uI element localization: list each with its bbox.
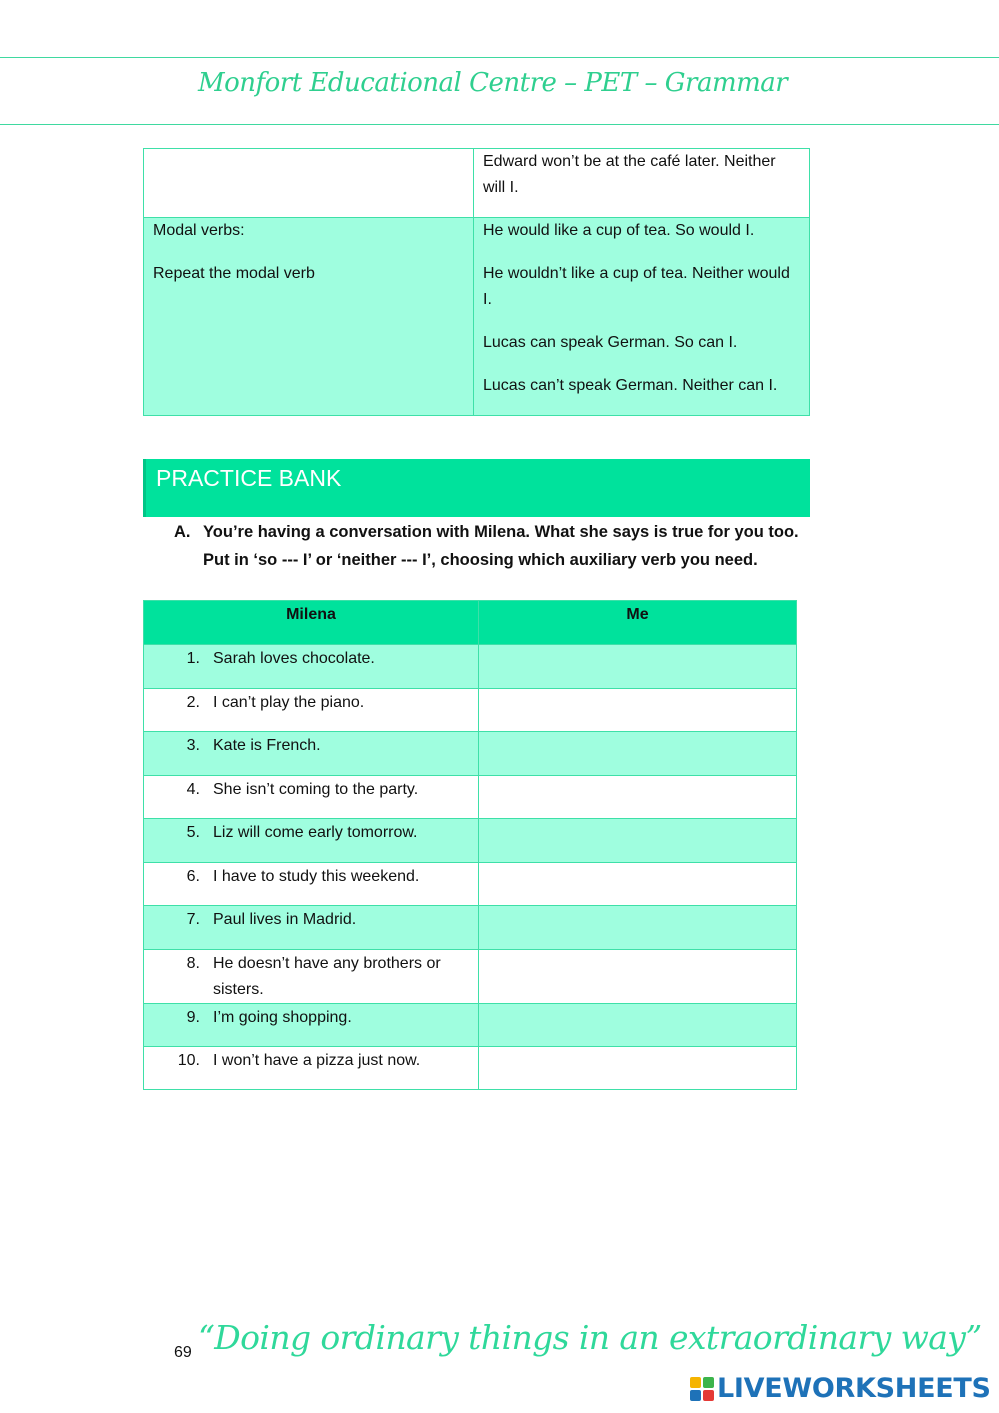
instruction-label: A. [174,523,191,541]
exercise-row [144,776,797,819]
item-number: 6. [186,868,200,885]
rule-description: Repeat the modal verb [153,265,315,282]
example-sentence: Edward won’t be at the café later. Neither will I. [483,153,776,196]
item-number: 4. [186,781,200,798]
exercise-row [144,689,797,732]
item-text: I have to study this weekend. [213,868,420,885]
exercise-row [144,645,797,689]
header-title: Monfort Educational Centre – PET – Grammar [198,68,788,98]
item-text: He doesn’t have any brothers or sisters. [213,955,441,998]
exercise-header-row [144,601,797,645]
header-bottom-rule [0,124,999,125]
column-header-milena: Milena [144,601,479,645]
item-number: 9. [186,1009,200,1026]
example-sentence: Lucas can’t speak German. Neither can I. [483,377,778,394]
grammar-cell-right [474,218,810,416]
answer-field[interactable] [479,776,797,819]
statement [144,906,478,933]
exercise-table [143,600,797,1090]
item-text: I can’t play the piano. [213,694,365,711]
answer-field[interactable] [479,906,797,950]
grammar-row [144,218,810,416]
page-number: 69 [174,1344,192,1361]
answer-field[interactable] [479,819,797,863]
milena-statement-cell [144,645,479,689]
milena-statement-cell [144,1004,479,1047]
header-top-rule [0,57,999,58]
item-text: Paul lives in Madrid. [213,911,357,928]
milena-statement-cell [144,776,479,819]
grammar-cell-left [144,218,474,416]
item-number: 7. [186,911,200,928]
section-title: PRACTICE BANK [156,465,342,491]
item-number: 2. [186,694,200,711]
statement [144,1004,478,1031]
item-text: I won’t have a pizza just now. [213,1052,421,1069]
milena-statement-cell [144,819,479,863]
exercise-row [144,732,797,776]
footer-motto: “Doing ordinary things in an extraordinary way” [198,1318,982,1357]
milena-statement-cell [144,732,479,776]
instruction-text [203,518,799,574]
liveworksheets-logo-icon [690,1377,714,1401]
grammar-cell-left [144,149,474,218]
exercise-row [144,1047,797,1090]
answer-field[interactable] [479,863,797,906]
item-number: 5. [186,824,200,841]
answer-field[interactable] [479,1004,797,1047]
statement [144,689,478,716]
practice-bank-banner [143,459,810,517]
answer-field[interactable] [479,732,797,776]
grammar-cell-right [474,149,810,218]
item-text: She isn’t coming to the party. [213,781,419,798]
milena-statement-cell [144,1047,479,1090]
statement [144,819,478,846]
answer-field[interactable] [479,689,797,732]
answer-field[interactable] [479,1047,797,1090]
grammar-row [144,149,810,218]
answer-field[interactable] [479,950,797,1004]
statement [144,1047,478,1074]
statement [144,776,478,803]
milena-statement-cell [144,906,479,950]
instruction-line: Put in ‘so --- I’ or ‘neither --- I’, choosing which auxiliary verb you need. [203,551,758,569]
exercise-row [144,819,797,863]
answer-field[interactable] [479,645,797,689]
statement [144,645,478,672]
statement [144,732,478,759]
instruction-line: You’re having a conversation with Milena. What she says is true for you too. [203,523,799,541]
example-sentence: He wouldn’t like a cup of tea. Neither would I. [483,265,790,308]
milena-statement-cell [144,863,479,906]
item-number: 1. [186,650,200,667]
milena-statement-cell [144,689,479,732]
exercise-row [144,950,797,1004]
item-number: 3. [186,737,200,754]
grammar-table [143,148,810,416]
item-text: Kate is French. [213,737,321,754]
rule-label: Modal verbs: [153,222,245,239]
item-number: 8. [186,955,200,972]
example-sentence: Lucas can speak German. So can I. [483,334,738,351]
statement [144,950,478,1003]
item-text: Liz will come early tomorrow. [213,824,418,841]
milena-statement-cell [144,950,479,1004]
column-header-me: Me [479,601,797,645]
item-text: I’m going shopping. [213,1009,352,1026]
exercise-row [144,1004,797,1047]
statement [144,863,478,890]
item-number: 10. [177,1052,200,1069]
brand-name: LIVEWORKSHEETS [717,1373,991,1404]
liveworksheets-logo[interactable] [690,1373,991,1404]
item-text: Sarah loves chocolate. [213,650,375,667]
exercise-row [144,906,797,950]
example-sentence: He would like a cup of tea. So would I. [483,222,755,239]
exercise-row [144,863,797,906]
